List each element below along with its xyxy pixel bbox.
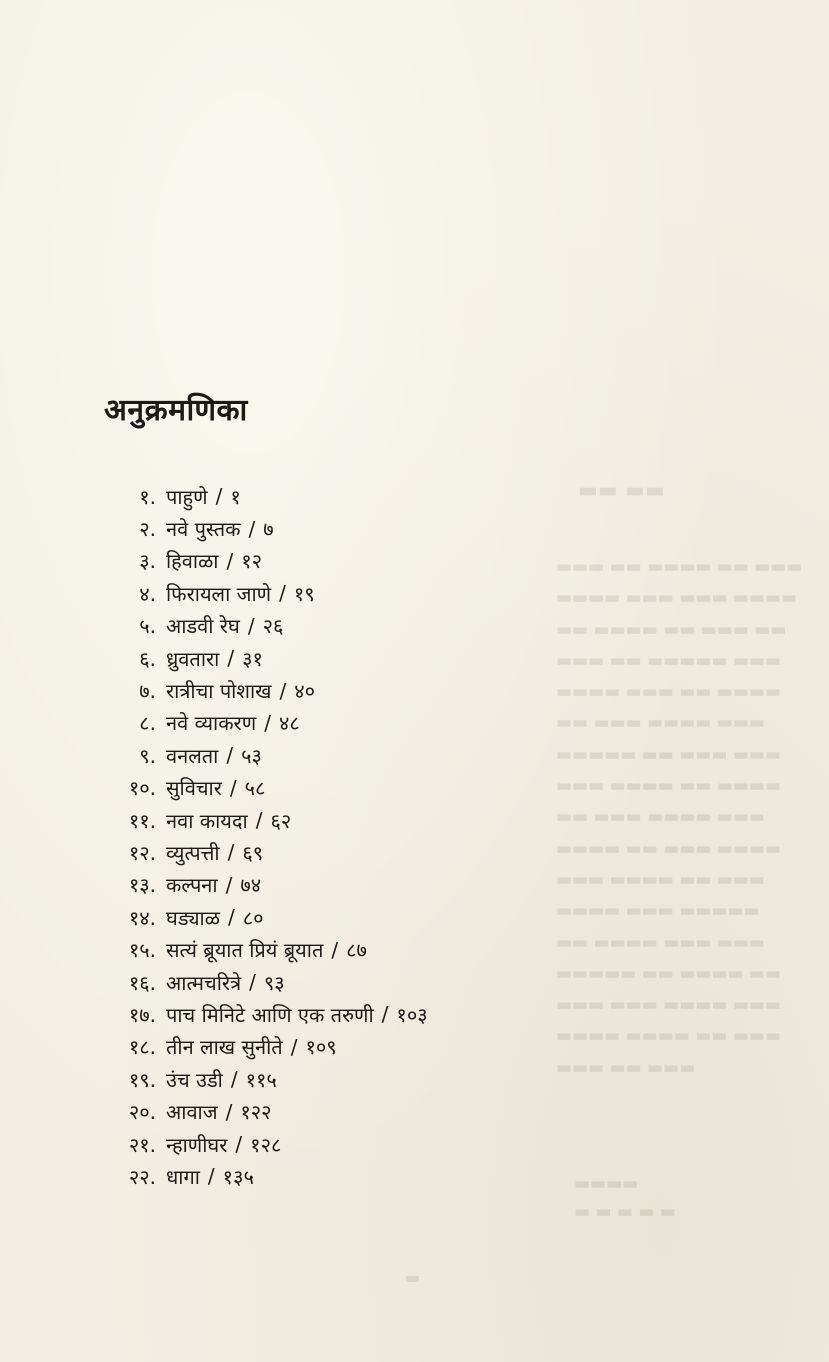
toc-entry-number: २२.: [128, 1164, 156, 1189]
toc-entry-separator: /: [247, 613, 255, 638]
toc-entry-separator: /: [229, 775, 237, 800]
toc-entry-number: २.: [139, 517, 156, 542]
toc-entry-title: आवाज: [166, 1100, 218, 1125]
toc-entry: [100, 512, 620, 544]
toc-entry-title: वनलता: [166, 743, 219, 768]
toc-entry-title: कल्पना: [166, 873, 218, 898]
toc-entry: [100, 1063, 620, 1095]
toc-entry-page: २६: [262, 614, 284, 639]
toc-entry-page: ७: [263, 517, 274, 542]
toc-entry: [100, 707, 620, 739]
toc-entry-number: ३.: [139, 549, 156, 574]
toc-entry-separator: /: [227, 905, 235, 930]
toc-entry-separator: /: [230, 1067, 238, 1092]
toc-entry-page: ७४: [240, 873, 262, 898]
toc-entry-title: घड्याळ: [166, 905, 220, 930]
toc-entry-page: ६२: [270, 808, 292, 833]
toc-entry-separator: /: [225, 1099, 233, 1124]
toc-entry: [100, 739, 620, 771]
toc-entry: [100, 1031, 620, 1063]
toc-entry: [100, 901, 620, 933]
toc-entry-number: २०.: [128, 1100, 156, 1125]
toc-entry-page: १२८: [250, 1132, 282, 1157]
toc-entry-title: सत्यं ब्रूयात प्रियं ब्रूयात: [166, 938, 324, 963]
toc-entry-number: ९.: [139, 743, 156, 768]
toc-entry-separator: /: [279, 678, 287, 703]
bleed-through-text: ▬▬▬ ▬▬ ▬▬▬▬ ▬▬ ▬▬▬ ▬▬▬▬ ▬▬▬ ▬▬▬ ▬▬▬▬ ▬▬ ▬▬▬▬ ▬▬ ▬▬▬ ▬▬ ▬▬▬ ▬▬ ▬▬▬▬▬ ▬▬▬ ▬▬▬▬ ▬▬▬ ▬▬ ▬▬▬▬ ▬▬ ▬▬▬ ▬▬▬▬ ▬▬▬ ▬▬▬▬▬ ▬▬ ▬▬▬ ▬▬▬ ▬▬▬ ▬▬▬▬ ▬▬ ▬▬▬▬ ▬▬ ▬▬▬ ▬▬▬▬ ▬▬▬ ▬▬▬▬ ▬▬ ▬▬▬ ▬▬▬▬ ▬▬▬ ▬▬▬▬ ▬▬ ▬▬▬ ▬▬▬▬ ▬▬▬ ▬▬▬▬▬ ▬▬ ▬▬▬▬ ▬▬▬ ▬▬▬ ▬▬▬▬▬ ▬▬ ▬▬▬▬ ▬▬ ▬▬▬ ▬▬▬ ▬▬▬▬ ▬▬▬ ▬▬▬▬ ▬▬▬▬ ▬▬ ▬▬▬ ▬▬▬ ▬▬ ▬▬▬: [556, 557, 803, 1078]
toc-entry-title: पाच मिनिटे आणि एक तरुणी: [166, 1002, 374, 1027]
toc-entry-separator: /: [331, 937, 339, 962]
toc-entry-title: ध्रुवतारा: [166, 646, 220, 671]
toc-entry-page: १०९: [305, 1035, 337, 1060]
toc-entry-separator: /: [226, 548, 234, 573]
toc-entry-title: आडवी रेघ: [166, 614, 240, 639]
toc-entry-number: १८.: [128, 1035, 156, 1060]
toc-entry-page: ३१: [242, 646, 263, 671]
toc-entry: [100, 1095, 620, 1127]
toc-entry-number: ११.: [128, 808, 156, 833]
toc-entry-separator: /: [235, 1132, 243, 1156]
toc-entry-number: ७.: [139, 679, 156, 704]
toc-entry-page: १२२: [240, 1100, 272, 1125]
toc-entry-number: १.: [139, 484, 156, 509]
toc-entry-separator: /: [249, 970, 256, 995]
toc-entry-page: ५३: [241, 743, 262, 768]
toc-entry-page: १३५: [222, 1164, 254, 1189]
toc-entry: [100, 933, 620, 965]
toc-entry-number: ५.: [139, 614, 156, 639]
toc-entry-page: ८०: [242, 905, 264, 930]
toc-entry-number: ६.: [139, 646, 156, 671]
toc-entry: [100, 577, 620, 609]
toc-entry: [100, 804, 620, 836]
toc-entry-number: १६.: [128, 970, 156, 995]
toc-entry-number: १९.: [128, 1067, 156, 1092]
toc-entry-page: ४०: [294, 679, 316, 704]
bleed-through-heading: ▬▬ ▬▬: [578, 478, 665, 502]
toc-entry-title: सुविचार: [166, 776, 222, 801]
toc-entry-title: तीन लाख सुनीते: [166, 1035, 283, 1060]
bleed-through-signature: ▬▬▬▬ ▬ ▬ ▬ ▬ ▬: [574, 1174, 676, 1222]
toc-entry-number: २१.: [128, 1132, 156, 1157]
toc-entry-separator: /: [290, 1034, 298, 1059]
toc-entry-page: १: [230, 484, 241, 509]
toc-entry-page: १२: [241, 549, 263, 574]
toc-entry-title: फिरायला जाणे: [166, 581, 272, 606]
toc-entry-separator: /: [227, 840, 235, 865]
toc-entry-number: ४.: [139, 581, 156, 606]
toc-entry-number: १२.: [128, 840, 156, 865]
toc-entry-number: १०.: [128, 776, 156, 801]
toc-entry: [100, 1160, 620, 1192]
toc-entry: [100, 772, 620, 804]
toc-entry-title: न्हाणीघर: [166, 1132, 228, 1157]
toc-entry-number: ८.: [139, 711, 156, 736]
toc-entry-title: रात्रीचा पोशाख: [166, 679, 272, 704]
toc-entry-number: १३.: [128, 873, 156, 898]
toc-entry-page: ५८: [244, 776, 266, 801]
toc-entry: [100, 610, 620, 642]
toc-entry: [100, 674, 620, 706]
toc-entry-separator: /: [227, 646, 235, 671]
toc-list: [100, 480, 620, 1193]
toc-entry: [100, 966, 620, 998]
toc-entry-separator: /: [225, 872, 233, 897]
toc-entry-separator: /: [215, 484, 223, 509]
toc-entry-separator: /: [381, 1002, 389, 1027]
toc-entry: [100, 545, 620, 577]
toc-entry: [100, 1128, 620, 1160]
toc-entry-title: आत्मचरित्रे: [166, 970, 242, 995]
toc-entry-page: १९: [293, 581, 315, 606]
toc-entry-title: धागा: [166, 1164, 200, 1189]
toc-entry: [100, 836, 620, 868]
toc-entry-separator: /: [255, 808, 263, 833]
toc-entry: [100, 998, 620, 1030]
toc-entry-title: व्युत्पत्ती: [166, 840, 220, 865]
toc-entry: [100, 869, 620, 901]
toc-entry-separator: /: [279, 581, 286, 606]
toc-entry-separator: /: [226, 743, 234, 768]
toc-entry-title: हिवाळा: [166, 549, 219, 574]
toc-entry: [100, 480, 620, 512]
toc-entry-number: १५.: [128, 938, 156, 963]
toc-entry-title: उंच उडी: [166, 1067, 223, 1092]
toc-entry-separator: /: [264, 710, 271, 735]
toc-entry-page: ११५: [245, 1067, 277, 1092]
toc-heading: अनुक्रमणिका: [104, 393, 248, 428]
toc-entry-page: ८७: [346, 938, 367, 963]
toc-entry-title: पाहुणे: [166, 484, 208, 509]
toc-entry-page: ४८: [278, 711, 300, 736]
toc-entry-page: ६९: [242, 840, 264, 865]
toc-entry-number: १७.: [128, 1002, 156, 1027]
toc-entry: [100, 642, 620, 674]
toc-entry-separator: /: [207, 1164, 215, 1189]
bleed-through-page-number: ▬: [405, 1268, 421, 1287]
toc-entry-separator: /: [248, 516, 256, 541]
toc-entry-page: ९३: [263, 970, 285, 995]
toc-entry-title: नवा कायदा: [166, 808, 248, 833]
toc-entry-title: नवे पुस्तक: [166, 517, 241, 542]
toc-entry-number: १४.: [128, 905, 156, 930]
toc-entry-page: १०३: [396, 1002, 428, 1027]
toc-entry-title: नवे व्याकरण: [166, 711, 257, 736]
